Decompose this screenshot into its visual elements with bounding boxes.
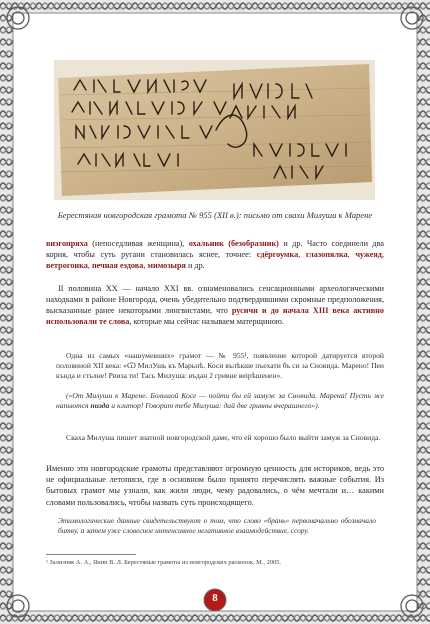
quote-explanation: Сваха Милуша пишет знатной новгородской даме, что ей хорошо было выйти замуж за Сновида. [66, 433, 381, 442]
etymology-note: Этимологические данные свидетельствуют о том, что слово «брань» первоначально обозначало битву, а затем уже словесное интенсивное негативное взаимодействие, ссору. [58, 516, 376, 535]
paragraph-archaeology: II половина XX — начало XXI вв. ознаменовались сенсационными археологическими находками в районе Новгорода, очень убедительно подтвердившими скромные предположения, высказанные ранее некоторыми лингвистами, что русичи и до начала XIII века активно использовали те слова, которые мы сейчас называем матерщиною. [46, 284, 384, 326]
footnote: ¹ Зализняк А. А., Янин В. Л. Берестяные грамоты из новгородских раскопок. М., 2005. [46, 559, 282, 566]
footnote-divider [46, 554, 136, 555]
page-number-badge [203, 588, 227, 612]
page-number: 8 [212, 592, 218, 604]
paragraph-value-of-documents: Именно эти новгородские грамоты представляют огромную ценность для историков, ведь это не официальные летописи, где в основном было принято перечислять важные события. Из бытовых грамот мы узнали, как жили люди, чему радовались, о чём мечтали и… какими словами пользовались, чтобы назвать суть происходящего. [46, 464, 384, 507]
image-caption: Берестяная новгородская грамота № 955 (XII в.): письмо от свахи Милуши к Марене [57, 210, 373, 220]
birch-bark-document-image [54, 60, 375, 200]
paragraph-curse-words: визгопряха (непоседливая женщина), охальник (безобразник) и др. Часто соединели два корня, чтобы суть ругани становилась яснее, точнее: сдёргоумка, глазопялка, чужеяд, ветрогонка, печная ездова, мимозыря и др. [46, 239, 384, 270]
quote-translation: («От Милуши к Марене. Большой Косе — пойти бы ей замуж за Сновида. Марена! Пусть же напьются пизда и клитор! Говорит тебе Милуша: дай две гривны вчерашнего»). [56, 391, 384, 410]
quote-grammar-955: Одна из самых «нашумевших» грамот — № 955¹, появление которой датируется второй половиной XII века: «Ѿ МилУшь къ Марьнѣ. Коси вълѣкше пъехати бъ си за Сновида. Марено! Пеи кънда и стьлне! Рвиза ти! Тась Милуша: въдан 2 гривне веірѣшенен». [56, 351, 384, 380]
